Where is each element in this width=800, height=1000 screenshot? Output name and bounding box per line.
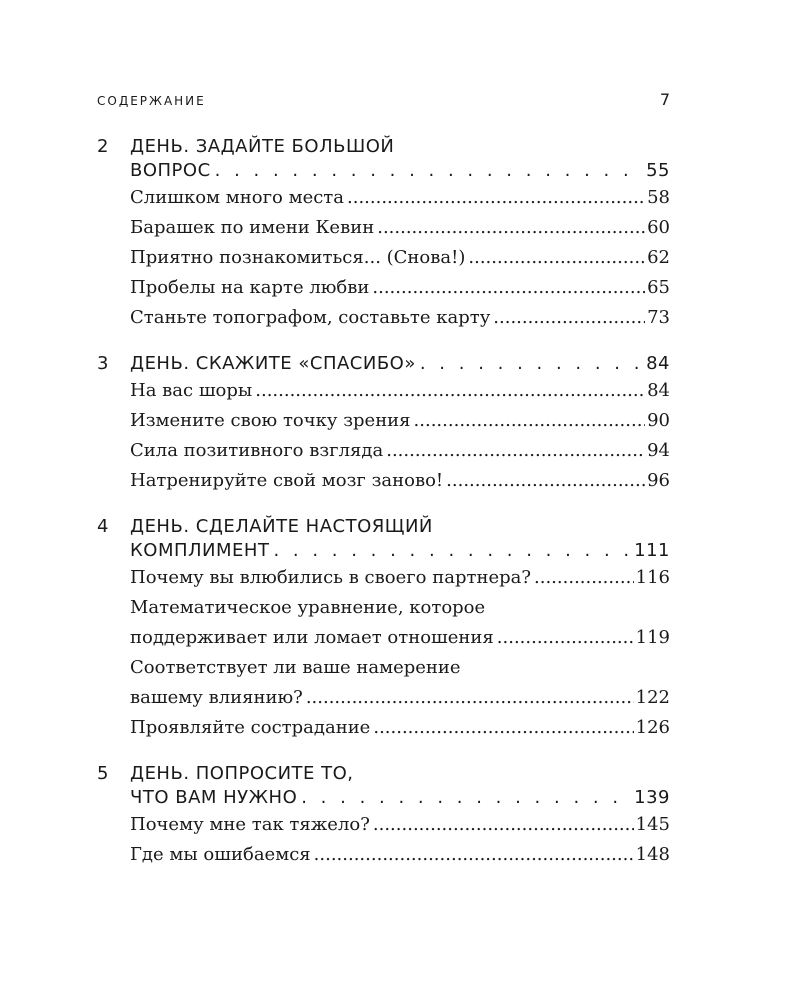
chapter-title: [130, 762, 670, 810]
section-page-number: 58: [647, 187, 670, 208]
chapter-title-line: [130, 786, 670, 810]
section-title: поддерживает или ломает отношения: [130, 627, 494, 648]
section-title: Натренируйте свой мозг заново!: [130, 470, 444, 491]
chapter-page-number: 84: [646, 353, 670, 374]
header-label: СОДЕРЖАНИЕ: [97, 94, 206, 108]
section-page-number: 122: [635, 687, 670, 708]
section-entry: [130, 273, 670, 303]
section-page-number: 73: [647, 307, 670, 328]
section-line: [130, 653, 670, 683]
section-title: Соответствует ли ваше намерение: [130, 657, 461, 678]
chapter-heading: [97, 762, 670, 810]
section-entry: [130, 406, 670, 436]
section-title: На вас шоры: [130, 380, 253, 401]
section-line: [130, 563, 670, 593]
chapter-number: 3: [97, 353, 109, 374]
section-line: [130, 376, 670, 406]
section-line: [130, 623, 670, 653]
section-line: [130, 303, 670, 333]
chapter-page-number: 111: [634, 540, 670, 561]
section-title: Приятно познакомиться... (Снова!): [130, 247, 466, 268]
dot-leader: [347, 183, 645, 213]
section-page-number: 126: [635, 717, 670, 738]
section-title: Где мы ошибаемся: [130, 844, 311, 865]
chapter-title-line: [130, 762, 670, 786]
section-line: [130, 436, 670, 466]
section-page-number: 119: [635, 627, 670, 648]
section-entry: [130, 593, 670, 653]
section-list: [130, 810, 670, 870]
section-page-number: 84: [647, 380, 670, 401]
section-entry: [130, 810, 670, 840]
section-line: [130, 406, 670, 436]
section-entry: [130, 183, 670, 213]
chapter-entry: [97, 515, 670, 743]
section-title: Слишком много места: [130, 187, 344, 208]
section-title: Измените свою точку зрения: [130, 410, 411, 431]
chapter-heading: [97, 135, 670, 183]
section-entry: [130, 376, 670, 406]
table-of-contents: [97, 135, 670, 870]
running-header: [97, 90, 670, 109]
chapter-number: 2: [97, 136, 109, 157]
dot-leader: [534, 563, 634, 593]
dot-leader: [420, 352, 642, 376]
section-title: Сила позитивного взгляда: [130, 440, 384, 461]
chapter-title-text: КОМПЛИМЕНТ: [130, 540, 270, 561]
section-page-number: 94: [647, 440, 670, 461]
chapter-heading: [97, 352, 670, 376]
section-page-number: 65: [647, 277, 670, 298]
section-list: [130, 376, 670, 496]
dot-leader: [301, 786, 630, 810]
section-page-number: 145: [635, 814, 670, 835]
section-title: Пробелы на карте любви: [130, 277, 370, 298]
section-page-number: 90: [647, 410, 670, 431]
dot-leader: [493, 303, 645, 333]
dot-leader: [468, 243, 645, 273]
section-title: Станьте топографом, составьте карту: [130, 307, 491, 328]
chapter-number: 4: [97, 516, 109, 537]
section-title: Почему мне так тяжело?: [130, 814, 370, 835]
chapter-heading: [97, 515, 670, 563]
dot-leader: [314, 840, 634, 870]
chapter-title-line: [130, 159, 670, 183]
dot-leader: [386, 436, 645, 466]
section-title: Почему вы влюбились в своего партнера?: [130, 567, 532, 588]
chapter-title-text: ДЕНЬ. СКАЖИТЕ «СПАСИБО»: [130, 353, 416, 374]
dot-leader: [372, 273, 645, 303]
section-entry: [130, 713, 670, 743]
section-entry: [130, 436, 670, 466]
section-entry: [130, 563, 670, 593]
section-entry: [130, 466, 670, 496]
dot-leader: [446, 466, 645, 496]
chapter-title-line: [130, 515, 670, 539]
dot-leader: [373, 713, 633, 743]
chapter-title: [130, 135, 670, 183]
chapter-title-line: [130, 135, 670, 159]
chapter-page-number: 55: [646, 160, 670, 181]
section-page-number: 116: [635, 567, 670, 588]
chapter-title-text: ВОПРОС: [130, 160, 211, 181]
section-line: [130, 213, 670, 243]
section-entry: [130, 653, 670, 713]
chapter-title-line: [130, 539, 670, 563]
dot-leader: [373, 810, 634, 840]
dot-leader: [497, 623, 634, 653]
section-line: [130, 273, 670, 303]
section-entry: [130, 303, 670, 333]
section-title: вашему влиянию?: [130, 687, 303, 708]
section-list: [130, 183, 670, 333]
chapter-title-text: ДЕНЬ. ЗАДАЙТЕ БОЛЬШОЙ: [130, 136, 395, 157]
chapter-number: 5: [97, 763, 109, 784]
section-page-number: 62: [647, 247, 670, 268]
dot-leader: [215, 159, 642, 183]
chapter-entry: [97, 352, 670, 496]
header-page-number: 7: [659, 90, 670, 109]
section-entry: [130, 243, 670, 273]
section-page-number: 60: [647, 217, 670, 238]
section-line: [130, 840, 670, 870]
chapter-entry: [97, 762, 670, 870]
chapter-title-line: [130, 352, 670, 376]
section-title: Математическое уравнение, которое: [130, 597, 486, 618]
chapter-title-text: ЧТО ВАМ НУЖНО: [130, 787, 298, 808]
section-line: [130, 183, 670, 213]
dot-leader: [273, 539, 630, 563]
section-line: [130, 593, 670, 623]
section-title: Барашек по имени Кевин: [130, 217, 375, 238]
dot-leader: [255, 376, 645, 406]
section-line: [130, 683, 670, 713]
section-entry: [130, 840, 670, 870]
section-title: Проявляйте сострадание: [130, 717, 371, 738]
section-line: [130, 466, 670, 496]
section-line: [130, 713, 670, 743]
chapter-entry: [97, 135, 670, 333]
section-line: [130, 810, 670, 840]
dot-leader: [377, 213, 645, 243]
chapter-title: [130, 515, 670, 563]
section-entry: [130, 213, 670, 243]
section-page-number: 148: [635, 844, 670, 865]
dot-leader: [414, 406, 646, 436]
chapter-title: [130, 352, 670, 376]
section-line: [130, 243, 670, 273]
section-list: [130, 563, 670, 743]
chapter-title-text: ДЕНЬ. ПОПРОСИТЕ ТО,: [130, 763, 354, 784]
dot-leader: [306, 683, 634, 713]
section-page-number: 96: [647, 470, 670, 491]
chapter-page-number: 139: [634, 787, 670, 808]
chapter-title-text: ДЕНЬ. СДЕЛАЙТЕ НАСТОЯЩИЙ: [130, 516, 433, 537]
